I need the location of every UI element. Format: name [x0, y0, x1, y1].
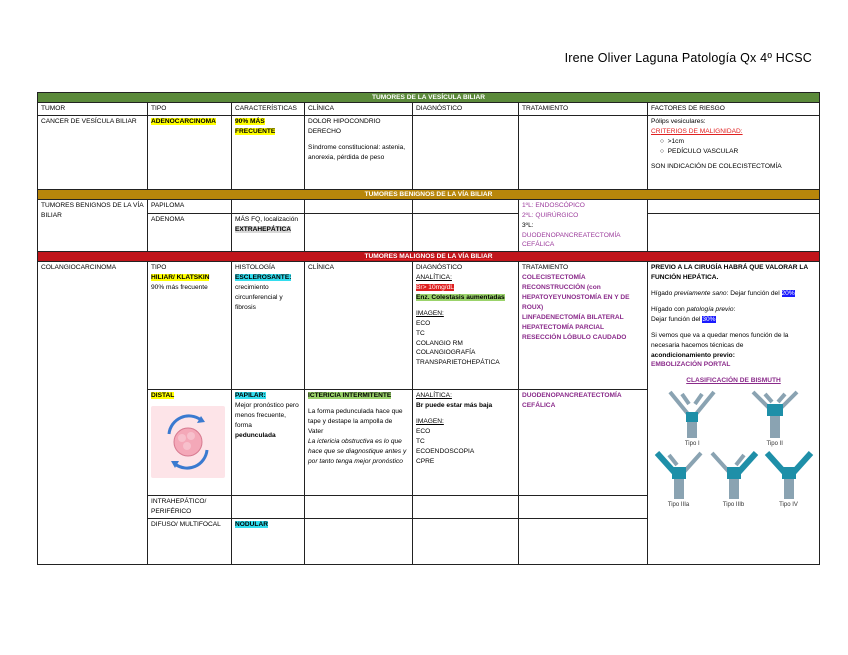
diag-cell: DIAGNÓSTICO ANALÍTICA: Br> 10mg/dL Enz. Colestasis aumentadas IMAGEN: ECO TC COLANGIO RM COLANGIOGRAFÍA TRANSPARIETOHEPÁTICA [413, 262, 519, 390]
bismuth-type-iv: Tipo IV [763, 451, 815, 510]
highlight-text: 90% MÁS FRECUENTE [235, 117, 276, 135]
papilla-illustration [151, 406, 225, 478]
trat-text: 2ºL: QUIRÚRGICO [522, 211, 579, 219]
clinica-cell: ICTERICIA INTERMITENTE La forma pedunculada hace que tape y destape la ampolla de Vater La ictericia obstructiva es lo que hace que se diagnostique antes y por tanto tenga mejor pronóstico [305, 390, 413, 496]
highlight-text: EXTRAHEPÁTICA [235, 226, 292, 234]
caract-cell: MÁS FQ, localización EXTRAHEPÁTICA [232, 214, 305, 252]
histo-cell: PAPILAR: Mejor pronóstico pero menos frecuente, forma pedunculada [232, 390, 305, 496]
riesgo-criteria: CRITERIOS DE MALIGNIDAD: [651, 127, 743, 135]
tipo-cell [148, 390, 232, 496]
section-title: TUMORES BENIGNOS DE LA VÍA BILIAR [38, 189, 820, 199]
tipo-cell: TIPO HILIAR/ KLATSKIN 90% más frecuente [148, 262, 232, 390]
highlight-text: PAPILAR: [235, 392, 266, 400]
clinica-text: DOLOR HIPOCONDRIO DERECHO [308, 117, 381, 135]
trat-text: DUODENOPANCREATECTOMÍA CEFÁLICA [522, 231, 621, 249]
highlight-text: Enz. Colestasis aumentadas [416, 294, 505, 302]
bismuth-type-iiib: Tipo IIIb [708, 451, 760, 510]
bismuth-type-i: Tipo I [662, 390, 722, 449]
highlight-text: DISTAL [151, 392, 175, 400]
section-title: TUMORES MALIGNOS DE LA VÍA BILIAR [38, 252, 820, 262]
col-header: DIAGNÓSTICO [413, 103, 519, 116]
riesgo-cell: PREVIO A LA CIRUGÍA HABRÁ QUE VALORAR LA FUNCIÓN HEPÁTICA. Hígado previamente sano: Dejar función del 20% Hígado con patología previo: Dejar función del 30% Si vemos que va a quedar menos función de la necesaria hacemos técnicas de acondicionamiento previo: EMBOLIZACIÓN PORTAL CLASIFICACIÓN DE BISMUTH Tipo I Tipo II Tipo IIIa Tipo IIIb Tipo IV [648, 262, 820, 565]
tumor-cell: TUMORES BENIGNOS DE LA VÍA BILIAR [38, 199, 148, 251]
diag-cell: ANALÍTICA: Br puede estar más baja IMAGEN: ECO TC ECOENDOSCOPIA CPRE [413, 390, 519, 496]
tipo-cell: INTRAHEPÁTICO/ PERIFÉRICO [148, 496, 232, 519]
riesgo-bullet: ○ >1cm [660, 137, 684, 145]
table-row [38, 262, 820, 390]
col-header: CLÍNICA [305, 103, 413, 116]
section-malignos-header [38, 252, 820, 262]
table-row [38, 214, 820, 252]
pathology-table [37, 92, 820, 565]
clinica-text: Síndrome constitucional: astenia, anorexia, pérdida de peso [308, 143, 406, 161]
riesgo-cell [648, 115, 820, 189]
highlight-text: HILIAR/ KLATSKIN [151, 274, 210, 282]
col-header: TRATAMIENTO [519, 103, 648, 116]
riesgo-bullet: ○ PEDÍCULO VASCULAR [660, 147, 739, 155]
col-header: TIPO [148, 103, 232, 116]
highlight-text: ESCLEROSANTE: [235, 274, 292, 282]
highlight-text: ADENOCARCINOMA [151, 117, 216, 125]
bismuth-diagram [651, 390, 816, 510]
riesgo-text: SON INDICACIÓN DE COLECISTECTOMÍA [651, 163, 782, 171]
table-row [38, 199, 820, 213]
highlight-text: ICTERICIA INTERMITENTE [308, 392, 392, 400]
section-vesicula-header [38, 93, 820, 103]
diag-cell [413, 115, 519, 189]
trat-cell: DUODENOPANCREATECTOMÍA CEFÁLICA [519, 390, 648, 496]
tumor-cell: COLANGIOCARCINOMA [38, 262, 148, 565]
col-header: TUMOR [38, 103, 148, 116]
col-header: FACTORES DE RIESGO [648, 103, 820, 116]
trat-text: 3ºL: [522, 221, 534, 229]
tipo-cell: PAPILOMA [148, 199, 232, 213]
tipo-cell [148, 115, 232, 189]
bismuth-type-ii: Tipo II [745, 390, 805, 449]
caract-cell [232, 115, 305, 189]
trat-text: 1ºL: ENDOSCÓPICO [522, 201, 585, 209]
histo-cell: HISTOLOGÍA ESCLEROSANTE: crecimiento circunferencial y fibrosis [232, 262, 305, 390]
tumor-cell: CANCER DE VESÍCULA BILIAR [38, 115, 148, 189]
tipo-cell: ADENOMA [148, 214, 232, 252]
col-header: CARACTERÍSTICAS [232, 103, 305, 116]
section-benignos-header [38, 189, 820, 199]
riesgo-text: Pólips vesiculares: [651, 117, 706, 125]
trat-cell [519, 115, 648, 189]
trat-cell [519, 199, 648, 251]
highlight-text: Br> 10mg/dL [416, 284, 454, 292]
clinica-cell [305, 115, 413, 189]
column-header-row [38, 103, 820, 116]
tipo-cell: DIFUSO/ MULTIFOCAL [148, 519, 232, 565]
document-header: Irene Oliver Laguna Patología Qx 4º HCSC [564, 51, 812, 65]
section-title: TUMORES DE LA VESÍCULA BILIAR [38, 93, 820, 103]
histo-cell [232, 519, 305, 565]
table-row [38, 115, 820, 189]
trat-cell: TRATAMIENTO COLECISTECTOMÍA RECONSTRUCCIÓN (con HEPATOYEYUNOSTOMÍA EN Y DE ROUX) LINFADENECTOMÍA BILATERAL HEPATECTOMÍA PARCIAL RESECCIÓN LÓBULO CAUDADO [519, 262, 648, 390]
bismuth-type-iiia: Tipo IIIa [653, 451, 705, 510]
highlight-text: NODULAR [235, 521, 268, 529]
clinica-cell: CLÍNICA [305, 262, 413, 390]
bismuth-title: CLASIFICACIÓN DE BISMUTH [686, 377, 781, 385]
